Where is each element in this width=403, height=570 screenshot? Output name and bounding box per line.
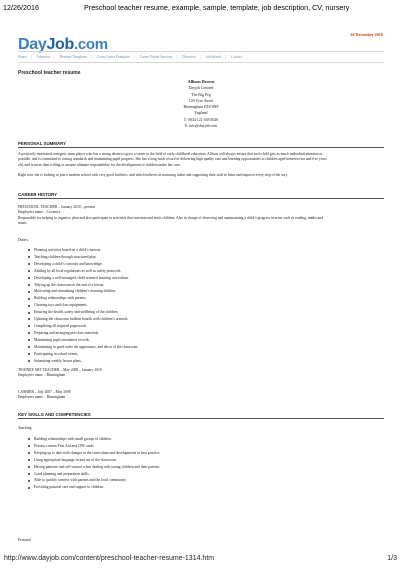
job-employer: Employers name – Birmingham <box>18 373 66 378</box>
section-divider <box>18 418 384 419</box>
logo-day: Day <box>18 36 47 53</box>
nav-item-contact[interactable]: Contact <box>230 55 243 59</box>
career-history-heading: CAREER HISTORY <box>18 192 58 197</box>
list-item: Ensuring the health, safety and wellbeing of the children. <box>28 309 138 316</box>
list-item: Building relationships with parents. <box>28 295 138 302</box>
contact-phone: T: 0044 121 638 0026 <box>183 117 219 122</box>
key-skills-heading: KEY SKILLS AND COMPETENCIES <box>18 412 91 417</box>
list-item: Possess current First Aid and CPR cards. <box>28 443 160 450</box>
print-title: Preschool teacher resume, example, sample, template, job description, CV, nursery <box>84 3 350 12</box>
nav-item-advertise[interactable]: Advertise <box>36 55 51 59</box>
teaching-label <box>18 426 384 431</box>
list-item: Preparing and arranging pre-class materials. <box>28 330 138 337</box>
list-item: Teaching children through structured play. <box>28 254 138 261</box>
nav-item-career-finder[interactable]: Career Finder Services <box>139 55 173 59</box>
list-item: Building relationships with small groups of children. <box>28 436 160 443</box>
list-item: Submitting weekly lesson plans. <box>28 358 138 365</box>
duties-label-text: Duties; <box>18 238 29 242</box>
job-cashier <box>18 390 384 401</box>
job-employer: Employers name – Birmingham <box>18 395 66 400</box>
list-item: Having patience and self-control when dealing with young children and their parents. <box>28 464 160 471</box>
duties-label <box>18 238 384 243</box>
job-title: CASHIER – July 2007 – May 2008 <box>18 390 71 394</box>
list-item: Maintaining pupil attendance records. <box>28 337 138 344</box>
job-trainee-art-teacher <box>18 368 384 379</box>
logo-job: Job <box>46 36 74 53</box>
duties-list <box>28 247 138 364</box>
print-header <box>0 0 403 14</box>
job-title: TRAINEE ART TEACHER – May 2008 – January 2010 <box>18 368 102 372</box>
summary-line: possible, and is committed to raising standards and maintaining pupil progress. She has a long track record of delivering high quality care and learning opportunities to children aged between two and five years <box>18 157 327 162</box>
list-item: Keeping up to date with changes in the curriculum and developments in best practice. <box>28 450 160 457</box>
page-title: Preschool teacher resume <box>18 70 81 76</box>
personal-summary-heading: PERSONAL SUMMARY <box>18 141 67 146</box>
personal-summary-text <box>18 152 384 178</box>
list-item: Providing pastoral care and support to children. <box>28 484 160 491</box>
candidate-name: Allison Brown <box>187 79 215 84</box>
list-item: Abiding by all local regulations as well as safety protocols. <box>28 268 138 275</box>
site-nav: Home | Advertise | Resume Templates | Cover Letter Examples | Career Finder Services | Directory | Job Search | Contact <box>18 51 384 63</box>
teaching-label-text: Teaching <box>18 426 32 430</box>
job-employer: Employers name – Coventry <box>18 210 61 215</box>
teaching-skills-list <box>28 436 160 491</box>
job-description-line: Responsible for helping to organise, plan and also participate in activities that entertain and teach children. Also in charge of observing and summarizing a child’s progress in areas such as reading, maths and <box>18 215 323 220</box>
list-item: Using appropriate language in and out of the classroom. <box>28 457 160 464</box>
section-divider <box>18 147 384 148</box>
list-item: Developing a well-managed, child oriented learning curriculum. <box>28 275 138 282</box>
contact-line: Dayjob Limited <box>188 86 214 91</box>
print-footer-url: http://www.dayjob.com/content/preschool-teacher-resume-1314.htm <box>4 555 215 562</box>
nav-item-directory[interactable]: Directory <box>182 55 196 59</box>
contact-line: 120 Vyse Street <box>188 98 214 103</box>
contact-block <box>160 79 242 129</box>
list-item: Good planning and preparation skills. <box>28 471 160 478</box>
personal-label-text: Personal <box>18 538 31 542</box>
contact-line: The Big Peg <box>191 92 211 97</box>
summary-line: A positively motivated, energetic team player who has a strong desire to grow a career in the field of early childhood education. Allison will always ensure that each child gets as much individual attention as <box>18 152 323 156</box>
list-item: Developing a child’s curiosity and knowledge. <box>28 261 138 268</box>
contact-line: England <box>194 111 208 116</box>
logo-com: .com <box>74 36 108 53</box>
list-item: Maintaining in good order the appearance, and décor of the classroom. <box>28 344 138 351</box>
list-item: Tidying up the classroom at the end of a lesson. <box>28 282 138 289</box>
nav-item-resume-templates[interactable]: Resume Templates <box>59 55 87 59</box>
list-item: Updating the classroom bulletin boards with children’s artwork. <box>28 316 138 323</box>
list-item: Participating in school events. <box>28 351 138 358</box>
list-item: Completing all required paperwork. <box>28 323 138 330</box>
print-footer-page: 1/3 <box>387 555 397 562</box>
list-item: Motivating and stimulating children’s learning abilities. <box>28 288 138 295</box>
nav-item-home[interactable]: Home <box>18 55 27 59</box>
job-preschool-teacher <box>18 205 384 226</box>
print-date: 12/26/2016 <box>3 3 39 12</box>
job-description-line: music. <box>18 220 28 225</box>
job-title: PRESCHOOL TEACHER – January 2010 – present <box>18 205 96 209</box>
contact-line: Birmingham B18 6NF <box>183 105 219 110</box>
site-date: 26 December 2016 <box>350 32 383 37</box>
section-divider <box>18 198 384 199</box>
list-item: Cleaning toys and class equipments. <box>28 302 138 309</box>
summary-line: old, and is more than willing to assume ultimate responsibility for the development of children under her care. <box>18 162 181 167</box>
personal-label <box>18 538 384 543</box>
nav-item-job-search[interactable]: Job Search <box>205 55 222 59</box>
list-item: Able to quickly connect with parents and the local community. <box>28 477 160 484</box>
summary-line: Right now she is looking to join a modern school with very good facilities, and which believes in nurturing talent and supporting their staff to learn and improve every step of the way. <box>18 172 288 177</box>
list-item: Planning activities based on a child’s interest. <box>28 247 138 254</box>
contact-email: E: info@dayjob.com <box>184 124 218 129</box>
nav-item-cover-letter-examples[interactable]: Cover Letter Examples <box>96 55 130 59</box>
